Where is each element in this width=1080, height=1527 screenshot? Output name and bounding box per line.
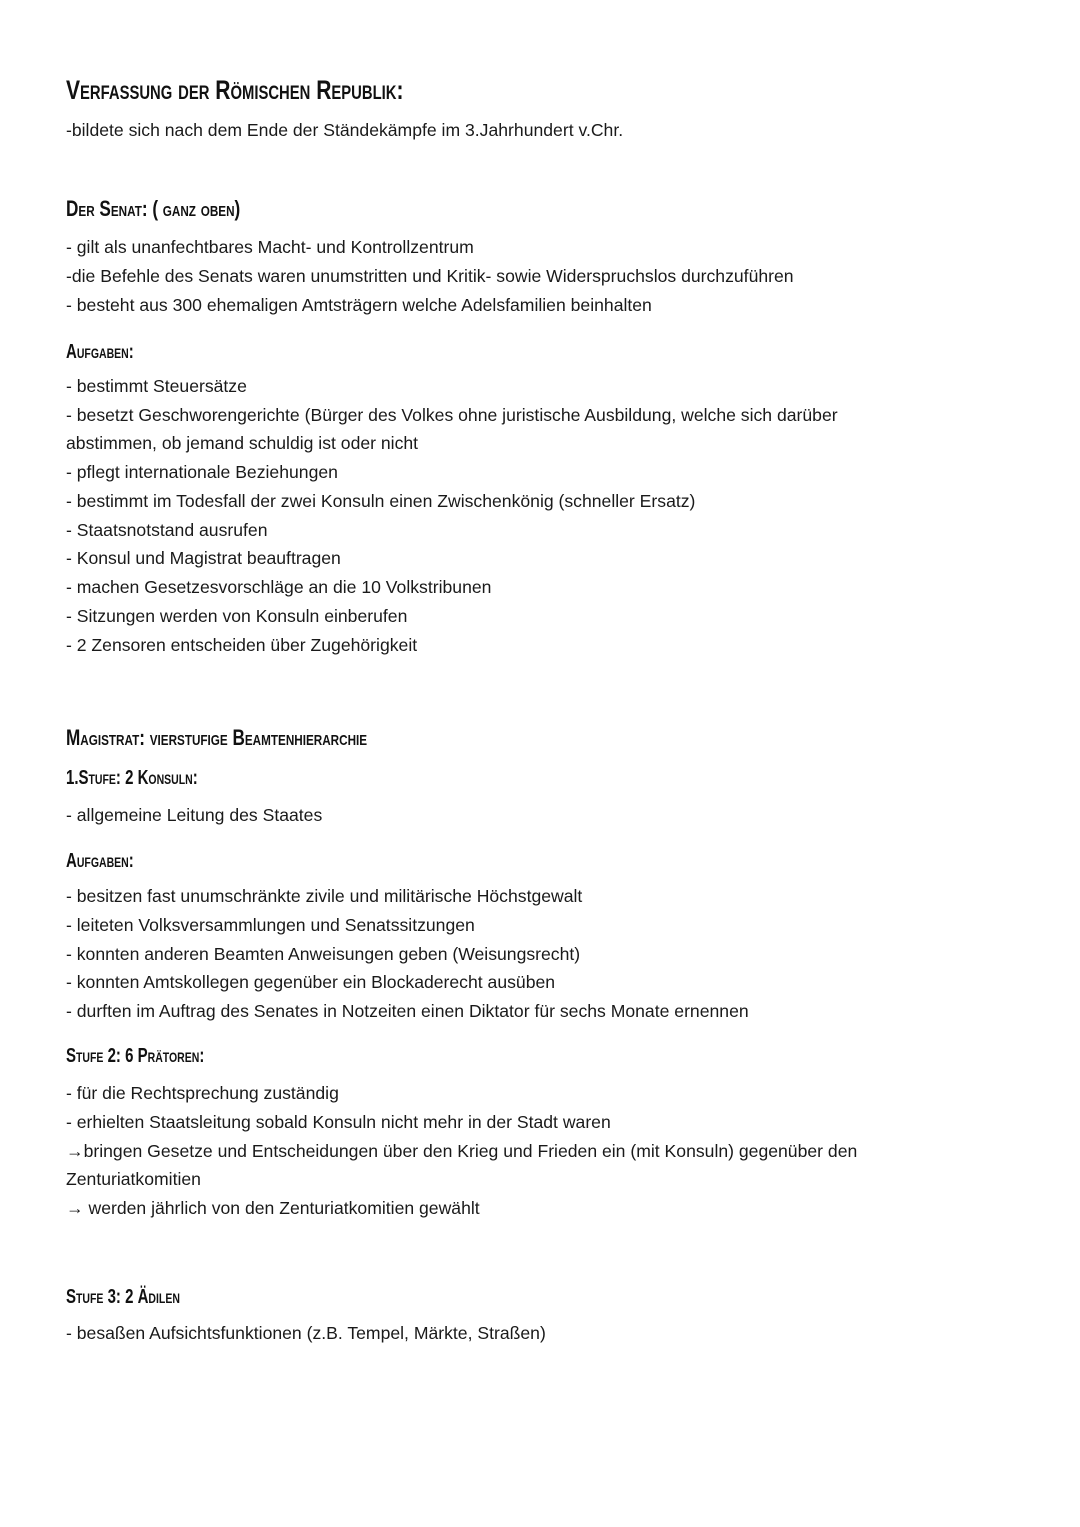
senat-aufgabe: - machen Gesetzesvorschläge an die 10 Volkstribunen [66, 577, 492, 597]
stufe1-line: - allgemeine Leitung des Staates [66, 805, 323, 825]
senat-aufgabe: - Sitzungen werden von Konsuln einberufen [66, 606, 408, 626]
stufe1-aufgabe: - besitzen fast unumschränkte zivile und militärische Höchstgewalt [66, 886, 583, 906]
senat-aufgabe: - Konsul und Magistrat beauftragen [66, 548, 341, 568]
senat-aufgaben-heading: Aufgaben: [66, 341, 134, 363]
senat-aufgabe: - Staatsnotstand ausrufen [66, 520, 268, 540]
stufe1-aufgabe: - konnten anderen Beamten Anweisungen geben (Weisungsrecht) [66, 944, 581, 964]
stufe2-line: →bringen Gesetze und Entscheidungen über den Krieg und Frieden ein (mit Konsuln) gegenüber den [66, 1141, 858, 1161]
senat-aufgabe: - besetzt Geschworengerichte (Bürger des Volkes ohne juristische Ausbildung, welche sich darüber [66, 405, 838, 425]
intro-text: -bildete sich nach dem Ende der Ständekämpfe im 3.Jahrhundert v.Chr. [66, 120, 624, 140]
senat-aufgabe: abstimmen, ob jemand schuldig ist oder nicht [66, 433, 419, 453]
senat-line: -die Befehle des Senats waren unumstritten und Kritik- sowie Widerspruchslos durchzuführen [66, 266, 794, 286]
senat-aufgabe: - bestimmt Steuersätze [66, 376, 247, 396]
senat-aufgabe: - pflegt internationale Beziehungen [66, 462, 338, 482]
senat-aufgabe: - 2 Zensoren entscheiden über Zugehörigkeit [66, 635, 418, 655]
stufe2-heading: Stufe 2: 6 Prätoren: [66, 1045, 205, 1067]
magistrat-heading: Magistrat: vierstufige Beamtenhierarchie [66, 725, 368, 750]
stufe2-line: - für die Rechtsprechung zuständig [66, 1083, 339, 1103]
senat-heading: Der Senat: ( ganz oben) [66, 196, 241, 221]
senat-line: - besteht aus 300 ehemaligen Amtsträgern welche Adelsfamilien beinhalten [66, 295, 652, 315]
stufe2-line: Zenturiatkomitien [66, 1169, 201, 1189]
stufe3-heading: Stufe 3: 2 Ädilen [66, 1286, 180, 1308]
stufe1-aufgaben-heading: Aufgaben: [66, 850, 134, 872]
stufe1-heading: 1.Stufe: 2 Konsuln: [66, 767, 198, 789]
stufe2-line: - erhielten Staatsleitung sobald Konsuln nicht mehr in der Stadt waren [66, 1112, 611, 1132]
senat-line: - gilt als unanfechtbares Macht- und Kontrollzentrum [66, 237, 474, 257]
stufe1-aufgabe: - durften im Auftrag des Senates in Notzeiten einen Diktator für sechs Monate ernennen [66, 1001, 749, 1021]
stufe1-aufgabe: - konnten Amtskollegen gegenüber ein Blockaderecht ausüben [66, 972, 556, 992]
stufe1-aufgabe: - leiteten Volksversammlungen und Senatssitzungen [66, 915, 475, 935]
stufe3-line: - besaßen Aufsichtsfunktionen (z.B. Tempel, Märkte, Straßen) [66, 1323, 546, 1343]
stufe2-line: → werden jährlich von den Zenturiatkomitien gewählt [66, 1198, 480, 1218]
page-title: Verfassung der Römischen Republik: [66, 75, 404, 105]
senat-aufgabe: - bestimmt im Todesfall der zwei Konsuln einen Zwischenkönig (schneller Ersatz) [66, 491, 696, 511]
